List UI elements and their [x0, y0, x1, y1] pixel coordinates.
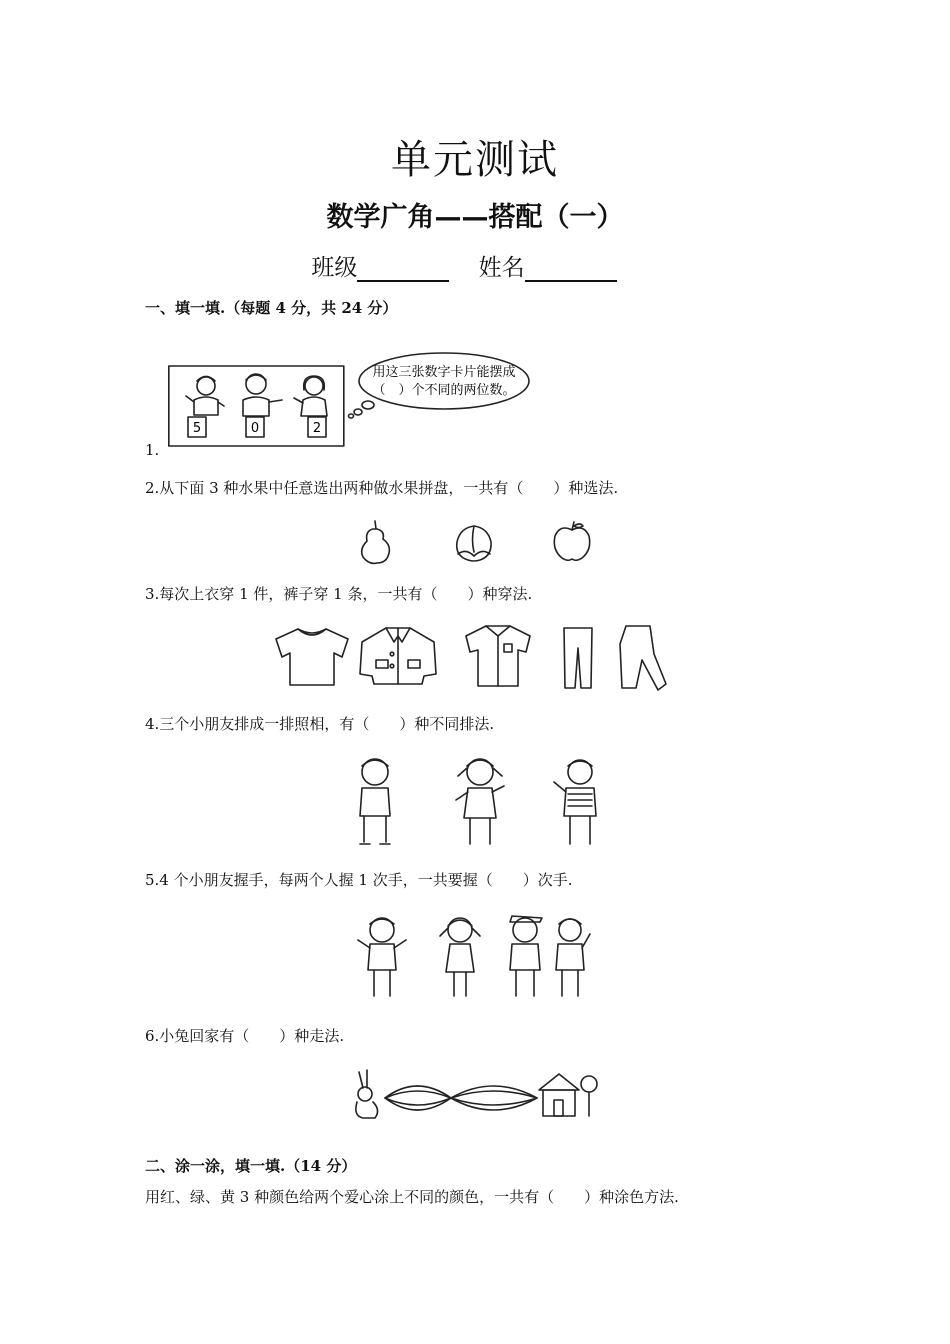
name-label: 姓名 — [478, 255, 525, 281]
section2-heading: 二、涂一涂，填一填.（14 分） — [145, 1157, 357, 1175]
child-handshake-1-icon — [352, 912, 412, 1002]
question-6: 6.小兔回家有（ ）种走法. — [145, 1027, 345, 1045]
child-figure-1-icon — [186, 377, 224, 416]
tshirt-icon — [272, 625, 352, 689]
question-4: 4.三个小朋友排成一排照相，有（ ）种不同排法. — [145, 715, 495, 733]
class-label: 班级 — [311, 255, 358, 281]
card-5-text: 5 — [192, 421, 202, 436]
child-figure-2-icon — [243, 374, 282, 416]
child-handshake-4-icon — [550, 912, 596, 1002]
bubble-line2: （ ）个不同的两位数。 — [372, 383, 516, 398]
child-figure-3-icon — [294, 376, 327, 416]
shirt-icon — [462, 622, 534, 690]
jacket-icon — [356, 624, 440, 688]
student-info-line — [0, 249, 950, 282]
fruit-pear-icon — [355, 519, 395, 565]
question-3: 3.每次上衣穿 1 件，裤子穿 1 条，一共有（ ）种穿法. — [145, 585, 533, 603]
route-left-outer — [385, 1086, 451, 1110]
rabbit-route-illustration — [345, 1068, 605, 1126]
house-icon — [539, 1074, 597, 1116]
card-0-text: 0 — [250, 421, 260, 436]
child-handshake-3-icon — [500, 910, 550, 1002]
fruit-apple-icon — [550, 520, 594, 564]
child-handshake-2-icon — [432, 912, 488, 1002]
rabbit-icon — [356, 1070, 378, 1118]
girl-photo-icon — [450, 750, 510, 852]
q1-number: 1. — [145, 441, 160, 459]
thought-bubble — [359, 353, 529, 409]
q1-illustration — [168, 350, 538, 450]
fruit-peach-icon — [452, 522, 496, 564]
trousers-light-icon — [612, 624, 668, 692]
card-2-text: 2 — [312, 421, 322, 436]
class-blank — [357, 256, 449, 282]
page-subtitle: 数学广角——搭配（一） — [326, 202, 624, 233]
question-5: 5.4 个小朋友握手，每两个人握 1 次手，一共要握（ ）次手. — [145, 871, 573, 889]
route-left-inner — [385, 1091, 451, 1105]
section1-heading: 一、填一填.（每题 4 分，共 24 分） — [145, 299, 398, 317]
trousers-dark-icon — [560, 626, 596, 690]
name-blank — [525, 256, 617, 282]
boy-photo-2-icon — [548, 752, 606, 852]
route-right-inner — [451, 1091, 537, 1105]
question-2: 2.从下面 3 种水果中任意选出两种做水果拼盘，一共有（ ）种选法. — [145, 479, 619, 497]
section2-question: 用红、绿、黄 3 种颜色给两个爱心涂上不同的颜色，一共有（ ）种涂色方法. — [145, 1188, 679, 1206]
bubble-line1: 用这三张数字卡片能摆成 — [372, 365, 516, 380]
page-title: 单元测试 — [391, 137, 559, 183]
boy-photo-1-icon — [350, 752, 400, 852]
route-right-outer — [451, 1086, 537, 1110]
